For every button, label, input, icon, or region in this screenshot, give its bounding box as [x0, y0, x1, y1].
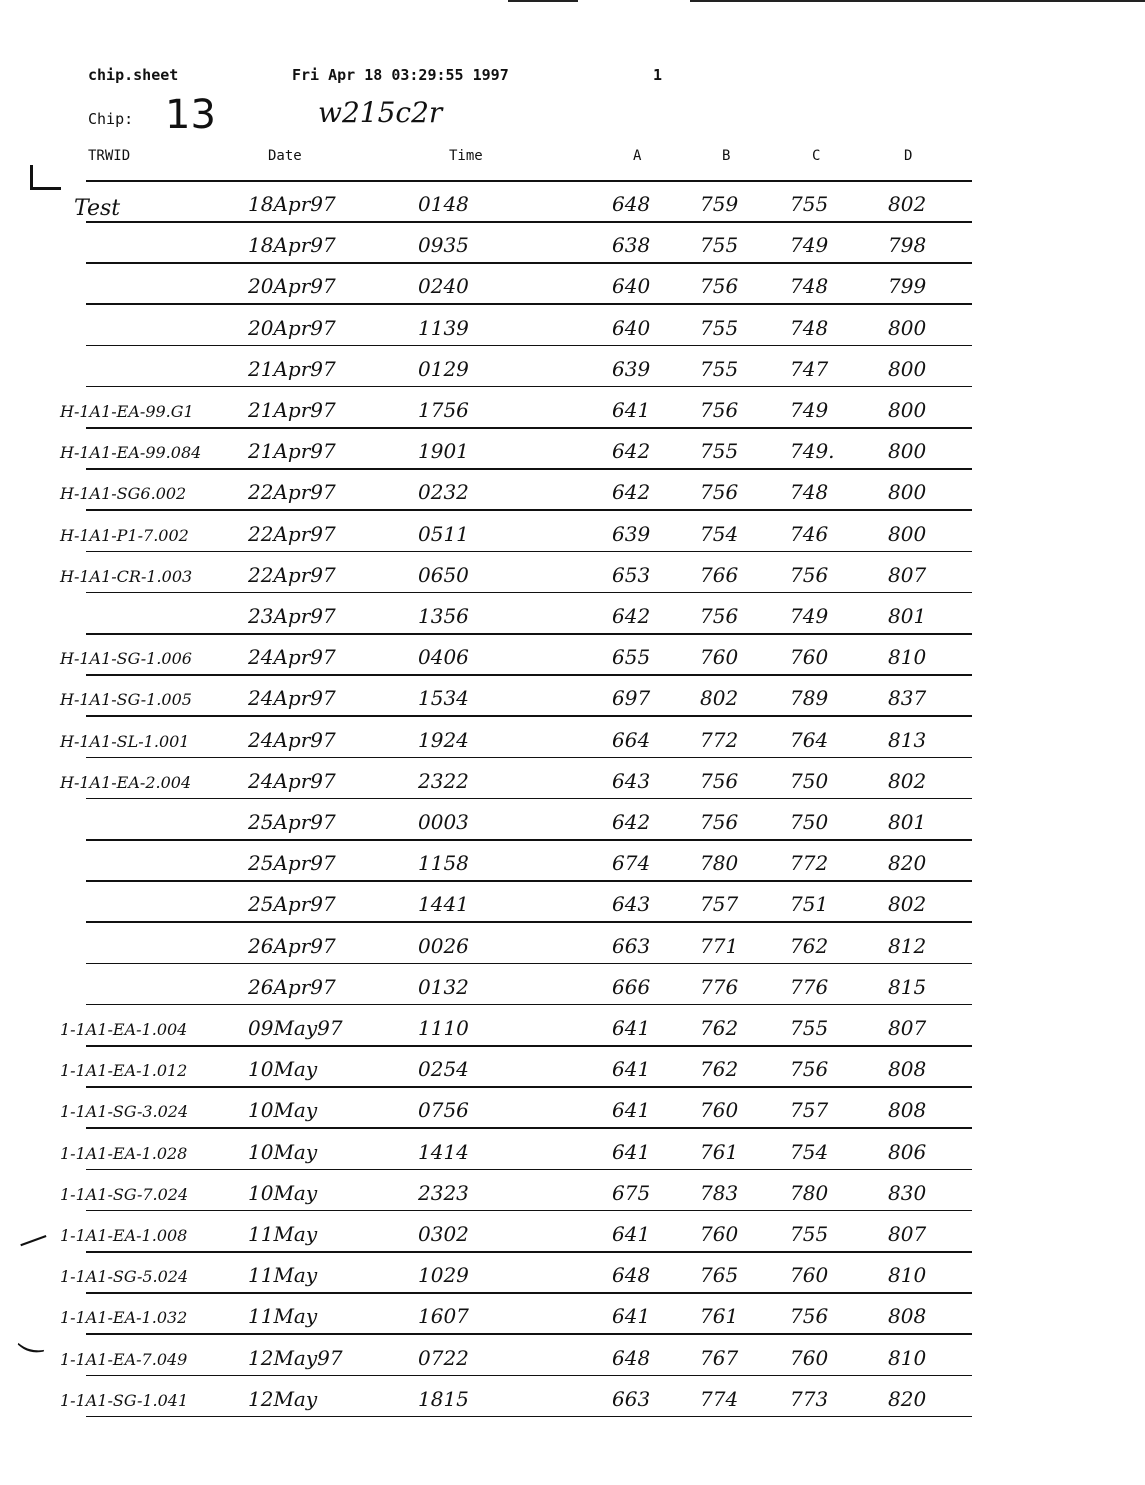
scan-edge-line [690, 0, 1145, 2]
cell-trwid: 1-1A1-EA-1.028 [60, 1143, 188, 1163]
cell-time: 0232 [418, 480, 469, 505]
cell-time: 1029 [418, 1263, 469, 1288]
cell-date: 09May97 [248, 1016, 343, 1040]
row-rule [86, 1210, 972, 1212]
cell-date: 21Apr97 [248, 398, 336, 422]
cell-d: 800 [888, 315, 927, 340]
cell-time: 0756 [418, 1098, 469, 1123]
cell-b: 780 [700, 851, 739, 876]
cell-d: 807 [888, 1016, 927, 1040]
cell-b: 762 [700, 1057, 739, 1082]
cell-d: 810 [888, 645, 927, 670]
cell-c: 747 [790, 356, 829, 381]
row-rule [86, 1169, 972, 1171]
cell-date: 21Apr97 [248, 356, 336, 381]
row-rule [86, 1045, 972, 1047]
cell-c: 755 [790, 1222, 829, 1246]
cell-a: 653 [612, 562, 651, 587]
cell-b: 766 [700, 562, 739, 587]
cell-a: 638 [612, 233, 651, 258]
cell-date: 11May [248, 1304, 318, 1329]
cell-date: 20Apr97 [248, 315, 336, 340]
cell-d: 801 [888, 604, 927, 628]
cell-d: 806 [888, 1139, 927, 1164]
cell-c: 749 [790, 398, 829, 422]
cell-a: 639 [612, 521, 651, 546]
row-rule [86, 715, 972, 717]
cell-c: 749 [790, 604, 829, 628]
cell-trwid: H-1A1-SG-1.006 [60, 649, 192, 669]
cell-c: 750 [790, 768, 829, 793]
row-rule [86, 1127, 972, 1129]
margin-curve-mark: ‿ [17, 1315, 51, 1356]
cell-d: 808 [888, 1098, 927, 1123]
cell-c: 762 [790, 933, 829, 958]
cell-b: 774 [700, 1386, 739, 1411]
cell-time: 1414 [418, 1139, 469, 1164]
cell-b: 772 [700, 727, 739, 752]
cell-date: 10May [248, 1057, 318, 1082]
cell-date: 21Apr97 [248, 439, 336, 464]
cell-time: 1158 [418, 851, 469, 876]
cell-a: 643 [612, 768, 651, 793]
column-header-date: Date [268, 148, 302, 164]
cell-d: 800 [888, 521, 927, 546]
cell-d: 820 [888, 851, 927, 876]
cell-c: 776 [790, 974, 829, 999]
cell-b: 759 [700, 192, 739, 216]
cell-b: 756 [700, 398, 739, 422]
row-rule [86, 345, 972, 347]
column-header-b: B [722, 148, 731, 164]
cell-a: 675 [612, 1180, 651, 1205]
cell-a: 641 [612, 1304, 651, 1329]
cell-b: 765 [700, 1263, 739, 1288]
row-rule [86, 303, 972, 305]
cell-b: 762 [700, 1016, 739, 1040]
cell-b: 755 [700, 439, 739, 464]
cell-time: 1534 [418, 686, 469, 711]
cell-trwid: H-1A1-EA-99.084 [60, 443, 202, 463]
cell-time: 1815 [418, 1386, 469, 1411]
cell-c: 760 [790, 1263, 829, 1288]
row-rule [86, 798, 972, 800]
cell-trwid: H-1A1-SG6.002 [60, 484, 187, 504]
cell-date: 25Apr97 [248, 810, 336, 834]
cell-d: 798 [888, 233, 927, 258]
cell-a: 697 [612, 686, 651, 711]
row-rule [86, 221, 972, 223]
cell-a: 648 [612, 192, 651, 216]
row-rule [86, 880, 972, 882]
cell-a: 639 [612, 356, 651, 381]
margin-bracket-mark [30, 165, 61, 190]
cell-time: 0650 [418, 562, 469, 587]
cell-time: 1607 [418, 1304, 469, 1329]
cell-c: 764 [790, 727, 829, 752]
cell-d: 808 [888, 1304, 927, 1329]
print-datetime: Fri Apr 18 03:29:55 1997 [292, 66, 509, 84]
cell-trwid: 1-1A1-EA-1.004 [60, 1020, 188, 1039]
scan-edge-line [508, 0, 578, 2]
cell-a: 642 [612, 810, 651, 834]
cell-date: 24Apr97 [248, 645, 336, 670]
cell-a: 641 [612, 398, 651, 422]
cell-date: 20Apr97 [248, 274, 336, 299]
cell-c: 757 [790, 1098, 829, 1123]
cell-c: 755 [790, 192, 829, 216]
cell-time: 0935 [418, 233, 469, 258]
cell-b: 761 [700, 1139, 739, 1164]
cell-b: 757 [700, 892, 739, 917]
cell-time: 1110 [418, 1016, 469, 1040]
cell-date: 10May [248, 1180, 318, 1205]
cell-trwid: 1-1A1-EA-1.012 [60, 1061, 188, 1081]
cell-b: 756 [700, 604, 739, 628]
cell-time: 0254 [418, 1057, 469, 1082]
row-rule [86, 1375, 972, 1377]
row-rule [86, 1292, 972, 1294]
cell-time: 2322 [418, 768, 469, 793]
cell-time: 0511 [418, 521, 469, 546]
cell-c: 760 [790, 645, 829, 670]
cell-a: 655 [612, 645, 651, 670]
cell-time: 1756 [418, 398, 469, 422]
cell-date: 22Apr97 [248, 480, 336, 505]
row-rule [86, 1333, 972, 1335]
cell-c: 755 [790, 1016, 829, 1040]
cell-c: 751 [790, 892, 829, 917]
cell-c: 772 [790, 851, 829, 876]
cell-d: 802 [888, 892, 927, 917]
cell-d: 815 [888, 974, 927, 999]
cell-time: 0003 [418, 810, 469, 834]
cell-b: 776 [700, 974, 739, 999]
cell-c: 746 [790, 521, 829, 546]
row-rule [86, 839, 972, 841]
cell-d: 812 [888, 933, 927, 958]
cell-d: 800 [888, 480, 927, 505]
cell-d: 807 [888, 1222, 927, 1246]
cell-a: 648 [612, 1263, 651, 1288]
cell-b: 760 [700, 1098, 739, 1123]
cell-a: 640 [612, 315, 651, 340]
cell-b: 767 [700, 1345, 739, 1370]
cell-b: 755 [700, 233, 739, 258]
cell-c: 780 [790, 1180, 829, 1205]
row-rule [86, 1416, 972, 1418]
cell-c: 748 [790, 315, 829, 340]
cell-c: 789 [790, 686, 829, 711]
cell-time: 0132 [418, 974, 469, 999]
row-rule [86, 427, 972, 429]
cell-a: 663 [612, 933, 651, 958]
column-header-a: A [633, 148, 642, 164]
cell-trwid: 1-1A1-SG-7.024 [60, 1184, 189, 1204]
cell-trwid: H-1A1-SL-1.001 [60, 731, 190, 751]
cell-a: 664 [612, 727, 651, 752]
cell-a: 648 [612, 1345, 651, 1370]
cell-a: 641 [612, 1016, 651, 1040]
cell-b: 756 [700, 274, 739, 299]
cell-time: 1924 [418, 727, 469, 752]
cell-b: 756 [700, 480, 739, 505]
cell-trwid: H-1A1-EA-99.G1 [60, 402, 194, 421]
cell-time: 1356 [418, 604, 469, 628]
row-rule [86, 386, 972, 388]
cell-d: 799 [888, 274, 927, 299]
cell-date: 12May [248, 1386, 318, 1411]
cell-c: 749 [790, 233, 829, 258]
cell-c: 748 [790, 480, 829, 505]
cell-d: 813 [888, 727, 927, 752]
cell-date: 24Apr97 [248, 686, 336, 711]
cell-b: 755 [700, 356, 739, 381]
cell-trwid: 1-1A1-SG-3.024 [60, 1102, 189, 1122]
cell-date: 11May [248, 1263, 318, 1288]
cell-time: 0129 [418, 356, 469, 381]
row-rule [86, 509, 972, 511]
cell-date: 18Apr97 [248, 192, 336, 216]
cell-b: 761 [700, 1304, 739, 1329]
row-rule [86, 674, 972, 676]
cell-b: 755 [700, 315, 739, 340]
margin-tick-mark: — [12, 1217, 54, 1262]
cell-trwid: H-1A1-SG-1.005 [60, 690, 192, 710]
cell-date: 12May97 [248, 1345, 343, 1370]
row-rule [86, 757, 972, 759]
cell-a: 641 [612, 1139, 651, 1164]
header-rule [86, 180, 972, 182]
cell-c: 748 [790, 274, 829, 299]
cell-a: 642 [612, 604, 651, 628]
cell-b: 756 [700, 810, 739, 834]
cell-a: 641 [612, 1098, 651, 1123]
cell-date: 26Apr97 [248, 933, 336, 958]
cell-trwid: 1-1A1-EA-7.049 [60, 1349, 188, 1369]
cell-b: 771 [700, 933, 739, 958]
cell-time: 0406 [418, 645, 469, 670]
cell-date: 10May [248, 1139, 318, 1164]
cell-d: 802 [888, 768, 927, 793]
cell-c: 773 [790, 1386, 829, 1411]
cell-time: 0148 [418, 192, 469, 216]
cell-c: 754 [790, 1139, 829, 1164]
cell-time: 0026 [418, 933, 469, 958]
cell-b: 760 [700, 1222, 739, 1246]
cell-c: 756 [790, 1304, 829, 1329]
cell-time: 1139 [418, 315, 469, 340]
cell-a: 640 [612, 274, 651, 299]
row-rule [86, 633, 972, 635]
cell-time: 0302 [418, 1222, 469, 1246]
cell-d: 837 [888, 686, 927, 711]
chip-label: Chip: [88, 110, 134, 128]
cell-d: 830 [888, 1180, 927, 1205]
cell-b: 756 [700, 768, 739, 793]
column-header-trwid: TRWID [88, 148, 131, 164]
row-rule [86, 1004, 972, 1006]
cell-time: 1441 [418, 892, 469, 917]
cell-d: 802 [888, 192, 927, 216]
cell-trwid: 1-1A1-EA-1.008 [60, 1226, 188, 1245]
cell-time: 2323 [418, 1180, 469, 1205]
cell-date: 11May [248, 1222, 318, 1246]
column-header-time: Time [449, 148, 483, 164]
cell-trwid: 1-1A1-SG-1.041 [60, 1390, 189, 1410]
cell-trwid: 1-1A1-SG-5.024 [60, 1267, 189, 1287]
page-number: 1 [653, 66, 663, 84]
cell-a: 641 [612, 1057, 651, 1082]
cell-c: 756 [790, 1057, 829, 1082]
cell-date: 26Apr97 [248, 974, 336, 999]
cell-d: 808 [888, 1057, 927, 1082]
cell-trwid: Test [74, 196, 121, 221]
cell-d: 810 [888, 1263, 927, 1288]
cell-a: 642 [612, 439, 651, 464]
cell-a: 641 [612, 1222, 651, 1246]
cell-a: 666 [612, 974, 651, 999]
cell-trwid: H-1A1-CR-1.003 [60, 566, 193, 586]
cell-d: 800 [888, 398, 927, 422]
row-rule [86, 1251, 972, 1253]
cell-b: 802 [700, 686, 739, 711]
row-rule [86, 592, 972, 594]
cell-b: 760 [700, 645, 739, 670]
cell-trwid: 1-1A1-EA-1.032 [60, 1308, 188, 1328]
row-rule [86, 1086, 972, 1088]
cell-d: 801 [888, 810, 927, 834]
cell-date: 25Apr97 [248, 851, 336, 876]
cell-trwid: H-1A1-P1-7.002 [60, 525, 189, 545]
cell-c: 760 [790, 1345, 829, 1370]
row-rule [86, 963, 972, 965]
row-rule [86, 262, 972, 264]
column-header-c: C [812, 148, 821, 164]
row-rule [86, 921, 972, 923]
cell-c: 750 [790, 810, 829, 834]
cell-c: 749. [790, 439, 835, 464]
cell-d: 810 [888, 1345, 927, 1370]
cell-date: 25Apr97 [248, 892, 336, 917]
cell-b: 783 [700, 1180, 739, 1205]
cell-a: 642 [612, 480, 651, 505]
cell-date: 18Apr97 [248, 233, 336, 258]
cell-d: 800 [888, 439, 927, 464]
cell-a: 674 [612, 851, 651, 876]
cell-time: 1901 [418, 439, 469, 464]
cell-date: 22Apr97 [248, 521, 336, 546]
cell-d: 807 [888, 562, 927, 587]
cell-b: 754 [700, 521, 739, 546]
cell-date: 10May [248, 1098, 318, 1123]
column-header-d: D [904, 148, 913, 164]
cell-date: 24Apr97 [248, 727, 336, 752]
cell-c: 756 [790, 562, 829, 587]
cell-d: 800 [888, 356, 927, 381]
wafer-id: w215c2r [318, 96, 443, 129]
cell-date: 24Apr97 [248, 768, 336, 793]
sheet-filename: chip.sheet [88, 66, 179, 84]
row-rule [86, 551, 972, 553]
cell-a: 643 [612, 892, 651, 917]
cell-date: 23Apr97 [248, 604, 336, 628]
cell-date: 22Apr97 [248, 562, 336, 587]
cell-trwid: H-1A1-EA-2.004 [60, 772, 192, 792]
chip-number: 13 [165, 92, 216, 138]
cell-time: 0240 [418, 274, 469, 299]
cell-a: 663 [612, 1386, 651, 1411]
cell-time: 0722 [418, 1345, 469, 1370]
cell-d: 820 [888, 1386, 927, 1411]
row-rule [86, 468, 972, 470]
